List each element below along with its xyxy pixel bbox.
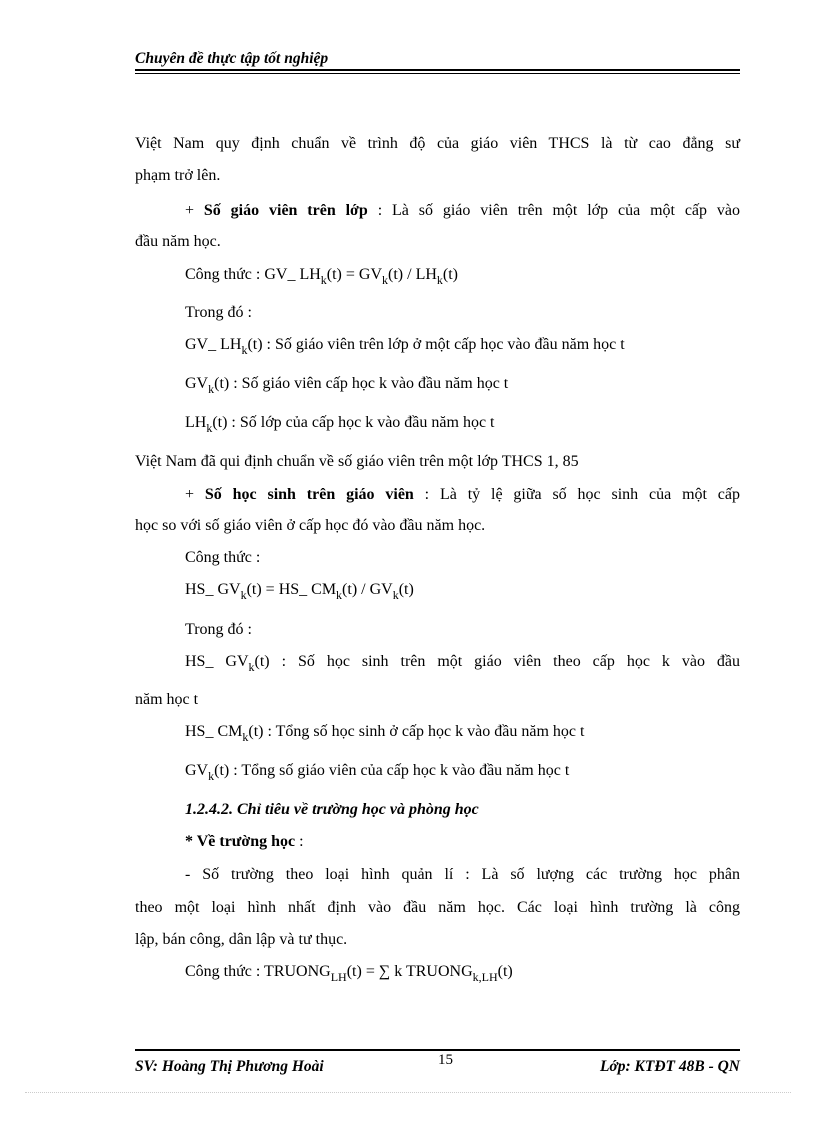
paragraph-line: Việt Nam đã qui định chuẩn về số giáo viên trên một lớp THCS 1, 85 <box>135 453 579 470</box>
footer-right: Lớp: KTĐT 48B - QN <box>599 1058 740 1075</box>
definition: HS_ $GV_k(t)$ : Số học sinh trên một giáo viên theo cấp học k vào đầu <box>185 653 740 674</box>
formula: HS_ $GV_k(t)$ = HS_ $CM_k(t) / GV_k(t)$ <box>185 581 414 602</box>
paragraph-line: lập, bán công, dân lập và tư thục. <box>135 931 348 948</box>
paragraph-line: + Số giáo viên trên lớp : Là số giáo viên trên một lớp của một cấp vào <box>185 202 741 219</box>
definition: $GV_k(t)$ : Tổng số giáo viên của cấp học k vào đầu năm học t <box>185 762 570 783</box>
header-rule <box>135 69 740 71</box>
formula: Công thức : $TRUONG_{LH}(t)$ = ∑ k $TRUONG_{k,LH}(t)$ <box>185 963 513 984</box>
paragraph-line: học so với số giáo viên ở cấp học đó vào đầu năm học. <box>135 517 486 534</box>
header-title: Chuyên đề thực tập tốt nghiệp <box>135 50 329 67</box>
paragraph-line: Trong đó : <box>185 621 252 638</box>
paragraph-line: phạm trở lên. <box>135 167 221 184</box>
definition: $LH_k(t)$ : Số lớp của cấp học k vào đầu năm học t <box>185 414 495 435</box>
paragraph-line: Trong đó : <box>185 304 252 321</box>
page-number: 15 <box>438 1052 453 1068</box>
section-heading: 1.2.4.2. Chỉ tiêu về trường học và phòng học <box>185 801 479 818</box>
definition: GV_ $LH_k(t)$ : Số giáo viên trên lớp ở một cấp học vào đầu năm học t <box>185 336 625 357</box>
page-bottom-divider <box>25 1092 791 1093</box>
paragraph-line: Việt Nam quy định chuẩn về trình độ của giáo viên THCS là từ cao đẳng sư <box>135 135 740 152</box>
paragraph-line: - Số trường theo loại hình quản lí : Là số lượng các trường học phân <box>185 866 740 883</box>
formula: Công thức : GV_ $LH_k(t) = GV_k(t) / LH_k(t)$ <box>185 266 458 287</box>
footer-left: SV: Hoàng Thị Phương Hoài <box>135 1058 324 1075</box>
paragraph-line: năm học t <box>135 691 199 708</box>
header-rule-thin <box>135 73 740 74</box>
paragraph-line: + Số học sinh trên giáo viên : Là tỷ lệ giữa số học sinh của một cấp <box>185 486 741 503</box>
definition: HS_ $CM_k(t)$ : Tổng số học sinh ở cấp học k vào đầu năm học t <box>185 723 585 744</box>
paragraph-line: Công thức : <box>185 549 261 566</box>
paragraph-line: đầu năm học. <box>135 233 221 250</box>
paragraph-line: theo một loại hình nhất định vào đầu năm học. Các loại hình trường là công <box>135 899 740 916</box>
footer-rule <box>135 1049 740 1051</box>
definition: $GV_k(t)$ : Số giáo viên cấp học k vào đầu năm học t <box>185 375 509 396</box>
subheading: * Về trường học : <box>185 833 304 850</box>
